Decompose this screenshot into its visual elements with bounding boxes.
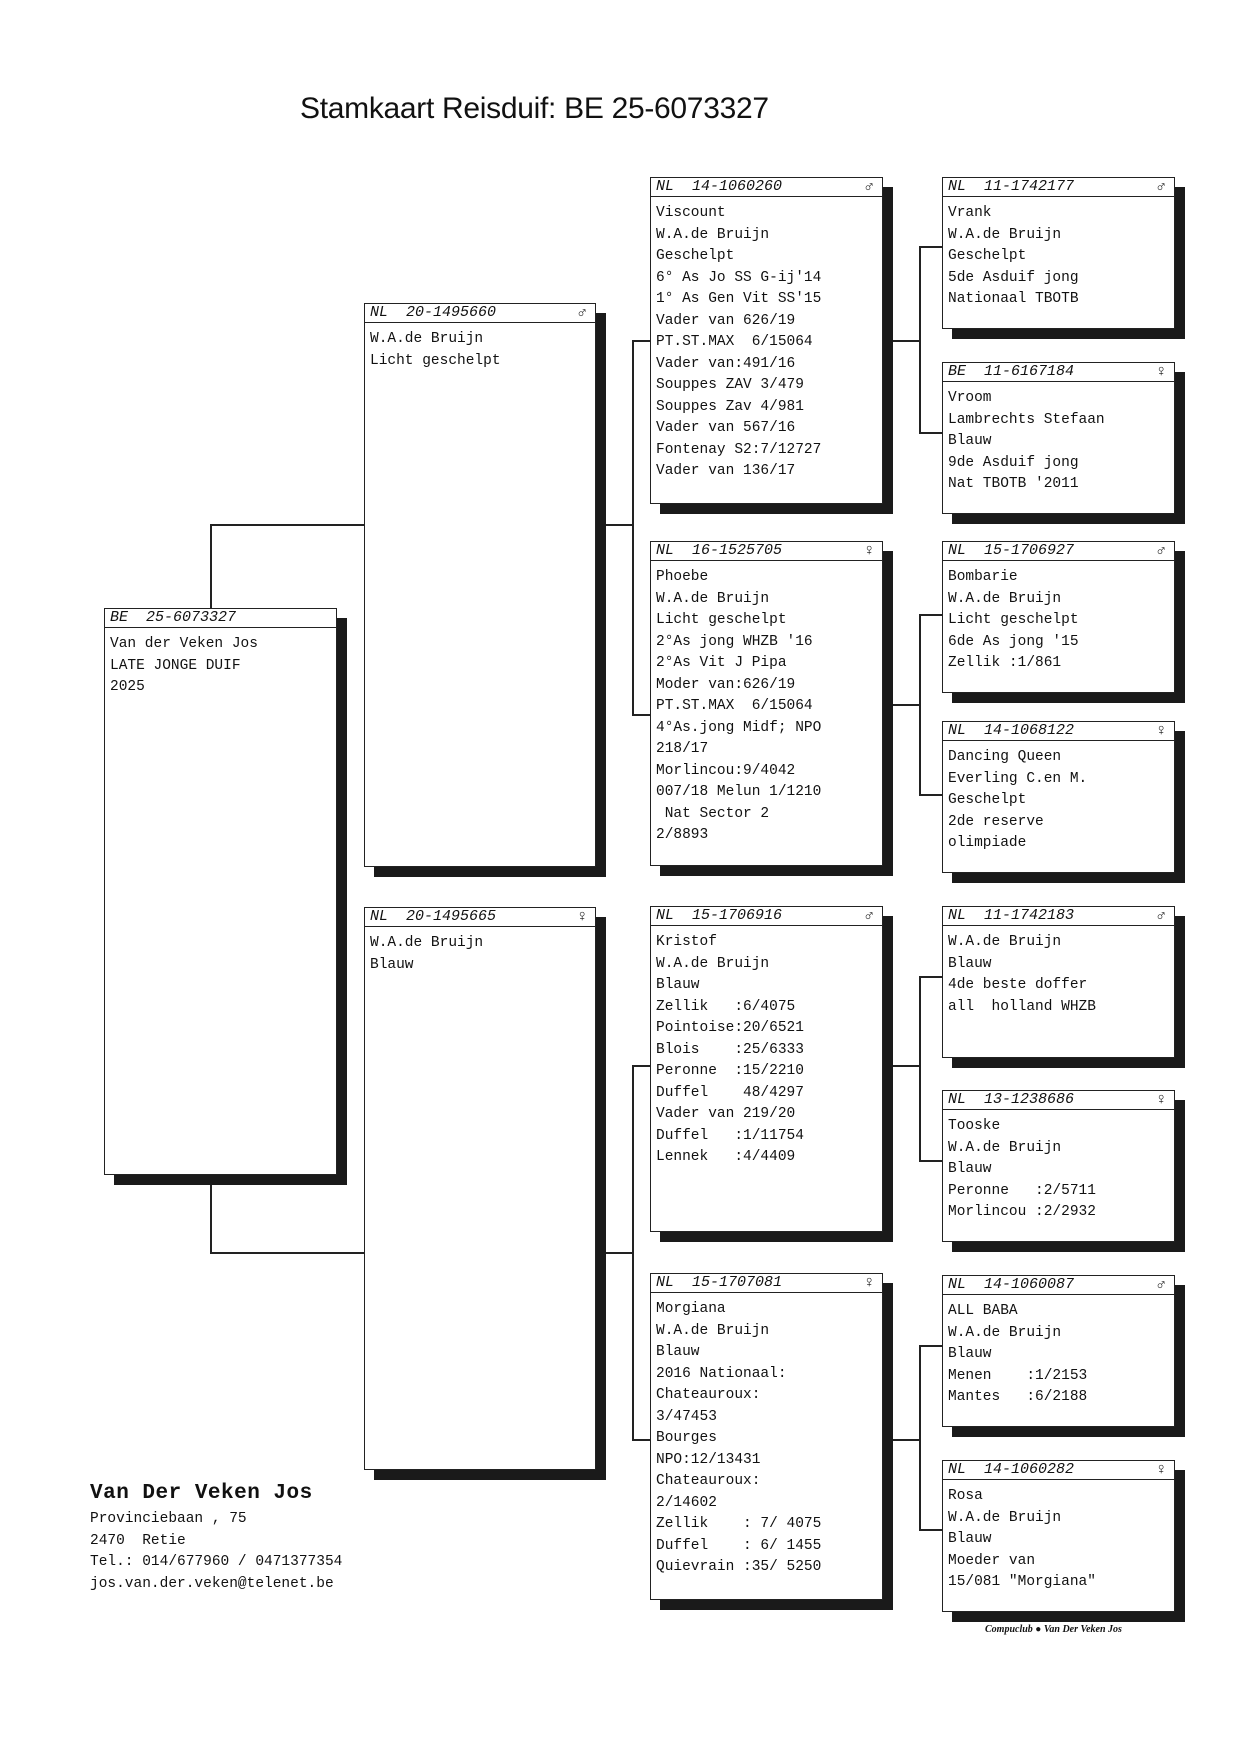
card-line: LATE JONGE DUIF bbox=[110, 657, 241, 674]
card-line: Morlincou:9/4042 bbox=[656, 762, 796, 779]
ring-number bbox=[948, 1276, 1074, 1294]
card-line: Morgiana bbox=[656, 1301, 726, 1317]
card-line: Blauw bbox=[948, 955, 992, 972]
ring-id: 15-1706927 bbox=[984, 542, 1075, 559]
card-line: W.A.de Bruijn bbox=[656, 226, 770, 243]
pigeon-card-fmm bbox=[942, 721, 1175, 873]
pigeon-card-father bbox=[364, 303, 596, 867]
card-line: Bourges bbox=[656, 1430, 717, 1446]
card-line: Blois :25/6333 bbox=[656, 1041, 804, 1058]
connector-line bbox=[893, 1439, 919, 1441]
connector-line bbox=[210, 524, 212, 608]
pigeon-card-father-mother bbox=[650, 541, 883, 866]
card-line: Blauw bbox=[948, 433, 992, 449]
card-line: W.A.de Bruijn bbox=[656, 955, 770, 972]
connector-line bbox=[632, 1065, 634, 1439]
card-line: 2/8893 bbox=[656, 827, 709, 843]
pigeon-card-father-father bbox=[650, 177, 883, 504]
owner-address: Provinciebaan , 75 bbox=[90, 1511, 247, 1527]
card-line: olimpiade bbox=[948, 835, 1027, 851]
card-details bbox=[948, 567, 1170, 675]
country-code: NL bbox=[948, 722, 967, 739]
card-line: Blauw bbox=[948, 1531, 992, 1547]
owner-block bbox=[90, 1482, 342, 1595]
female-symbol-icon: ♀ bbox=[864, 542, 874, 560]
pigeon-card-mmf bbox=[942, 1275, 1175, 1427]
connector-line bbox=[919, 976, 921, 1160]
card-line: W.A.de Bruijn bbox=[948, 1139, 1062, 1156]
card-line: Vader van:491/16 bbox=[656, 355, 796, 372]
male-symbol-icon: ♂ bbox=[1156, 178, 1166, 196]
card-line: Nationaal TBOTB bbox=[948, 291, 1079, 307]
ring-id: 16-1525705 bbox=[692, 542, 783, 559]
card-line: W.A.de Bruijn bbox=[948, 590, 1062, 607]
ring-number bbox=[110, 609, 236, 627]
connector-line bbox=[606, 1252, 632, 1254]
country-code: NL bbox=[370, 908, 389, 925]
card-line: all holland WHZB bbox=[948, 998, 1096, 1015]
card-line: W.A.de Bruijn bbox=[948, 1509, 1062, 1526]
card-line: Zellik :6/4075 bbox=[656, 998, 796, 1015]
card-header bbox=[651, 1274, 882, 1293]
ring-id: 14-1068122 bbox=[984, 722, 1075, 739]
card-line: Blauw bbox=[656, 977, 700, 993]
ring-number bbox=[948, 363, 1074, 381]
card-line: Geschelpt bbox=[948, 792, 1027, 808]
card-line: 15/081 "Morgiana" bbox=[948, 1574, 1096, 1590]
card-line: Quievrain :35/ 5250 bbox=[656, 1559, 822, 1575]
card-line: 2de reserve bbox=[948, 813, 1044, 830]
ring-number bbox=[370, 908, 496, 926]
card-line: Moeder van bbox=[948, 1552, 1036, 1569]
pigeon-card-mff bbox=[942, 906, 1175, 1058]
card-header bbox=[943, 907, 1174, 926]
card-details bbox=[370, 933, 591, 976]
pigeon-card-ffm bbox=[942, 362, 1175, 514]
ring-number bbox=[656, 1274, 782, 1292]
card-details bbox=[110, 634, 332, 699]
connector-line bbox=[919, 1160, 942, 1162]
card-line: 9de Asduif jong bbox=[948, 454, 1079, 471]
card-line: 4de beste doffer bbox=[948, 977, 1088, 993]
card-line: Phoebe bbox=[656, 569, 709, 585]
card-line: Vader van 626/19 bbox=[656, 312, 796, 329]
male-symbol-icon: ♂ bbox=[1156, 1276, 1166, 1294]
card-line: Duffel 48/4297 bbox=[656, 1084, 804, 1101]
card-line: Everling C.en M. bbox=[948, 770, 1088, 787]
connector-line bbox=[919, 246, 921, 432]
card-line: PT.ST.MAX 6/15064 bbox=[656, 698, 813, 714]
ring-number bbox=[948, 178, 1074, 196]
pigeon-card-mfm bbox=[942, 1090, 1175, 1242]
card-line: Chateauroux: bbox=[656, 1473, 761, 1489]
ring-number bbox=[948, 542, 1074, 560]
card-line: Nat TBOTB '2011 bbox=[948, 476, 1079, 492]
country-code: NL bbox=[656, 1274, 675, 1291]
card-details bbox=[948, 1116, 1170, 1224]
card-line: W.A.de Bruijn bbox=[656, 590, 770, 607]
card-line: Peronne :2/5711 bbox=[948, 1182, 1096, 1199]
connector-line bbox=[919, 246, 942, 248]
ring-id: 14-1060087 bbox=[984, 1276, 1075, 1293]
card-line: Nat Sector 2 bbox=[656, 805, 770, 822]
card-line: Licht geschelpt bbox=[370, 352, 501, 369]
card-line: Moder van:626/19 bbox=[656, 676, 796, 693]
card-line: Licht geschelpt bbox=[948, 612, 1079, 628]
card-line: 1° As Gen Vit SS'15 bbox=[656, 291, 822, 307]
page-title: Stamkaart Reisduif: BE 25-6073327 bbox=[300, 92, 769, 125]
card-details bbox=[656, 1299, 878, 1579]
card-line: Zellik :1/861 bbox=[948, 655, 1062, 671]
card-line: Rosa bbox=[948, 1488, 983, 1504]
card-line: Souppes Zav 4/981 bbox=[656, 398, 804, 415]
card-line: Vroom bbox=[948, 390, 992, 406]
card-line: W.A.de Bruijn bbox=[370, 331, 484, 347]
card-line: 4°As.jong Midf; NPO bbox=[656, 719, 822, 736]
card-header bbox=[943, 722, 1174, 741]
connector-line bbox=[606, 524, 632, 526]
female-symbol-icon: ♀ bbox=[1156, 363, 1166, 381]
connector-line bbox=[632, 1439, 650, 1441]
card-line: W.A.de Bruijn bbox=[948, 226, 1062, 243]
card-line: 2°As Vit J Pipa bbox=[656, 655, 787, 671]
card-header bbox=[943, 363, 1174, 382]
ring-id: 14-1060260 bbox=[692, 178, 783, 195]
card-line: Bombarie bbox=[948, 569, 1018, 585]
ring-id: 11-6167184 bbox=[984, 363, 1075, 380]
card-line: 007/18 Melun 1/1210 bbox=[656, 784, 822, 800]
owner-email: jos.van.der.veken@telenet.be bbox=[90, 1575, 334, 1592]
pigeon-card-mmm bbox=[942, 1460, 1175, 1612]
country-code: NL bbox=[370, 304, 389, 321]
country-code: NL bbox=[948, 1461, 967, 1478]
card-details bbox=[948, 932, 1170, 1018]
card-line: 6de As jong '15 bbox=[948, 633, 1079, 650]
card-details bbox=[656, 932, 878, 1169]
card-line: 6° As Jo SS G-ij'14 bbox=[656, 269, 822, 286]
card-header bbox=[365, 304, 595, 323]
country-code: NL bbox=[656, 907, 675, 924]
card-line: 218/17 bbox=[656, 741, 709, 757]
card-details bbox=[656, 203, 878, 483]
connector-line bbox=[919, 1345, 921, 1529]
card-line: W.A.de Bruijn bbox=[656, 1322, 770, 1339]
ring-id: 20-1495660 bbox=[406, 304, 497, 321]
card-line: Zellik : 7/ 4075 bbox=[656, 1516, 822, 1532]
card-details bbox=[948, 203, 1170, 311]
country-code: BE bbox=[948, 363, 967, 380]
card-line: NPO:12/13431 bbox=[656, 1451, 761, 1468]
connector-line bbox=[919, 976, 942, 978]
software-credit: Compuclub ● Van Der Veken Jos bbox=[985, 1624, 1122, 1635]
card-line: Lambrechts Stefaan bbox=[948, 411, 1105, 428]
card-line: Geschelpt bbox=[656, 248, 735, 264]
card-line: Fontenay S2:7/12727 bbox=[656, 441, 822, 458]
connector-line bbox=[632, 340, 634, 714]
country-code: NL bbox=[948, 178, 967, 195]
ring-id: 15-1706916 bbox=[692, 907, 783, 924]
connector-line bbox=[210, 1252, 364, 1254]
card-details bbox=[370, 329, 591, 372]
connector-line bbox=[632, 340, 650, 342]
female-symbol-icon: ♀ bbox=[1156, 722, 1166, 740]
card-line: Chateauroux: bbox=[656, 1387, 761, 1403]
card-header bbox=[943, 1461, 1174, 1480]
country-code: NL bbox=[948, 1091, 967, 1108]
ring-id: 25-6073327 bbox=[146, 609, 237, 626]
ring-id: 13-1238686 bbox=[984, 1091, 1075, 1108]
card-line: Morlincou :2/2932 bbox=[948, 1204, 1096, 1220]
card-line: Tooske bbox=[948, 1118, 1001, 1134]
card-header bbox=[943, 1276, 1174, 1295]
female-symbol-icon: ♀ bbox=[1156, 1461, 1166, 1479]
card-details bbox=[948, 1486, 1170, 1594]
connector-line bbox=[919, 614, 921, 794]
card-line: Duffel :1/11754 bbox=[656, 1127, 804, 1144]
card-line: Souppes ZAV 3/479 bbox=[656, 377, 804, 393]
ring-number bbox=[656, 178, 782, 196]
pigeon-card-fff bbox=[942, 177, 1175, 329]
pigeon-card-fmf bbox=[942, 541, 1175, 693]
card-header bbox=[651, 907, 882, 926]
card-line: Vader van 219/20 bbox=[656, 1106, 796, 1122]
card-line: W.A.de Bruijn bbox=[948, 934, 1062, 950]
card-line: Blauw bbox=[948, 1346, 992, 1362]
connector-line bbox=[919, 1345, 942, 1347]
pigeon-card-subject bbox=[104, 608, 337, 1175]
male-symbol-icon: ♂ bbox=[1156, 907, 1166, 925]
card-header bbox=[943, 178, 1174, 197]
card-line: Blauw bbox=[656, 1344, 700, 1360]
card-line: Duffel : 6/ 1455 bbox=[656, 1537, 822, 1554]
card-line: 2016 Nationaal: bbox=[656, 1365, 787, 1382]
pigeon-card-mother-mother bbox=[650, 1273, 883, 1600]
card-line: Licht geschelpt bbox=[656, 612, 787, 628]
connector-line bbox=[632, 1065, 650, 1067]
ring-number bbox=[948, 1091, 1074, 1109]
card-line: 2°As jong WHZB '16 bbox=[656, 633, 813, 650]
card-header bbox=[651, 178, 882, 197]
owner-name: Van Der Veken Jos bbox=[90, 1482, 313, 1505]
card-line: 2/14602 bbox=[656, 1494, 717, 1511]
ring-number bbox=[948, 1461, 1074, 1479]
card-line: 5de Asduif jong bbox=[948, 269, 1079, 286]
card-line: PT.ST.MAX 6/15064 bbox=[656, 334, 813, 350]
ring-number bbox=[656, 907, 782, 925]
connector-line bbox=[632, 714, 650, 716]
connector-line bbox=[919, 794, 942, 796]
connector-line bbox=[210, 524, 364, 526]
card-line: Blauw bbox=[370, 956, 414, 973]
connector-line bbox=[919, 614, 942, 616]
connector-line bbox=[893, 340, 919, 342]
pigeon-card-mother-father bbox=[650, 906, 883, 1232]
connector-line bbox=[919, 432, 942, 434]
card-header bbox=[365, 908, 595, 927]
ring-id: 15-1707081 bbox=[692, 1274, 783, 1291]
card-details bbox=[948, 388, 1170, 496]
connector-line bbox=[210, 1185, 212, 1252]
card-header bbox=[943, 1091, 1174, 1110]
female-symbol-icon: ♀ bbox=[1156, 1091, 1166, 1109]
card-line: Dancing Queen bbox=[948, 749, 1062, 765]
male-symbol-icon: ♂ bbox=[864, 178, 874, 196]
country-code: NL bbox=[948, 1276, 967, 1293]
card-line: W.A.de Bruijn bbox=[948, 1324, 1062, 1341]
card-line: Vrank bbox=[948, 205, 992, 221]
male-symbol-icon: ♂ bbox=[577, 304, 587, 322]
owner-phone: Tel.: 014/677960 / 0471377354 bbox=[90, 1554, 343, 1570]
card-header bbox=[943, 542, 1174, 561]
card-line: Lennek :4/4409 bbox=[656, 1149, 796, 1165]
connector-line bbox=[919, 1529, 942, 1531]
female-symbol-icon: ♀ bbox=[864, 1274, 874, 1292]
male-symbol-icon: ♂ bbox=[1156, 542, 1166, 560]
male-symbol-icon: ♂ bbox=[864, 907, 874, 925]
connector-line bbox=[893, 1065, 919, 1067]
card-line: 2025 bbox=[110, 679, 145, 695]
ring-number bbox=[948, 907, 1074, 925]
country-code: NL bbox=[656, 542, 675, 559]
ring-id: 11-1742177 bbox=[984, 178, 1075, 195]
female-symbol-icon: ♀ bbox=[577, 908, 587, 926]
country-code: NL bbox=[656, 178, 675, 195]
country-code: NL bbox=[948, 907, 967, 924]
card-line: Blauw bbox=[948, 1161, 992, 1177]
country-code: BE bbox=[110, 609, 129, 626]
card-header bbox=[651, 542, 882, 561]
card-line: Peronne :15/2210 bbox=[656, 1063, 804, 1079]
pigeon-card-mother bbox=[364, 907, 596, 1470]
ring-id: 14-1060282 bbox=[984, 1461, 1075, 1478]
ring-number bbox=[948, 722, 1074, 740]
connector-line bbox=[893, 704, 919, 706]
card-line: Viscount bbox=[656, 205, 726, 221]
country-code: NL bbox=[948, 542, 967, 559]
card-line: Van der Veken Jos bbox=[110, 636, 258, 652]
ring-number bbox=[370, 304, 496, 322]
card-line: Geschelpt bbox=[948, 248, 1027, 264]
card-line: Kristof bbox=[656, 934, 717, 950]
card-line: Menen :1/2153 bbox=[948, 1367, 1088, 1384]
card-line: W.A.de Bruijn bbox=[370, 935, 484, 951]
card-details bbox=[948, 747, 1170, 855]
card-line: Mantes :6/2188 bbox=[948, 1389, 1088, 1405]
card-line: 3/47453 bbox=[656, 1408, 717, 1425]
ring-id: 20-1495665 bbox=[406, 908, 497, 925]
card-header bbox=[105, 609, 336, 628]
card-details bbox=[948, 1301, 1170, 1409]
card-line: Vader van 567/16 bbox=[656, 420, 796, 436]
ring-id: 11-1742183 bbox=[984, 907, 1075, 924]
ring-number bbox=[656, 542, 782, 560]
owner-city: 2470 Retie bbox=[90, 1532, 186, 1549]
card-line: Pointoise:20/6521 bbox=[656, 1020, 804, 1036]
card-line: ALL BABA bbox=[948, 1303, 1018, 1319]
card-details bbox=[656, 567, 878, 847]
card-line: Vader van 136/17 bbox=[656, 463, 796, 479]
